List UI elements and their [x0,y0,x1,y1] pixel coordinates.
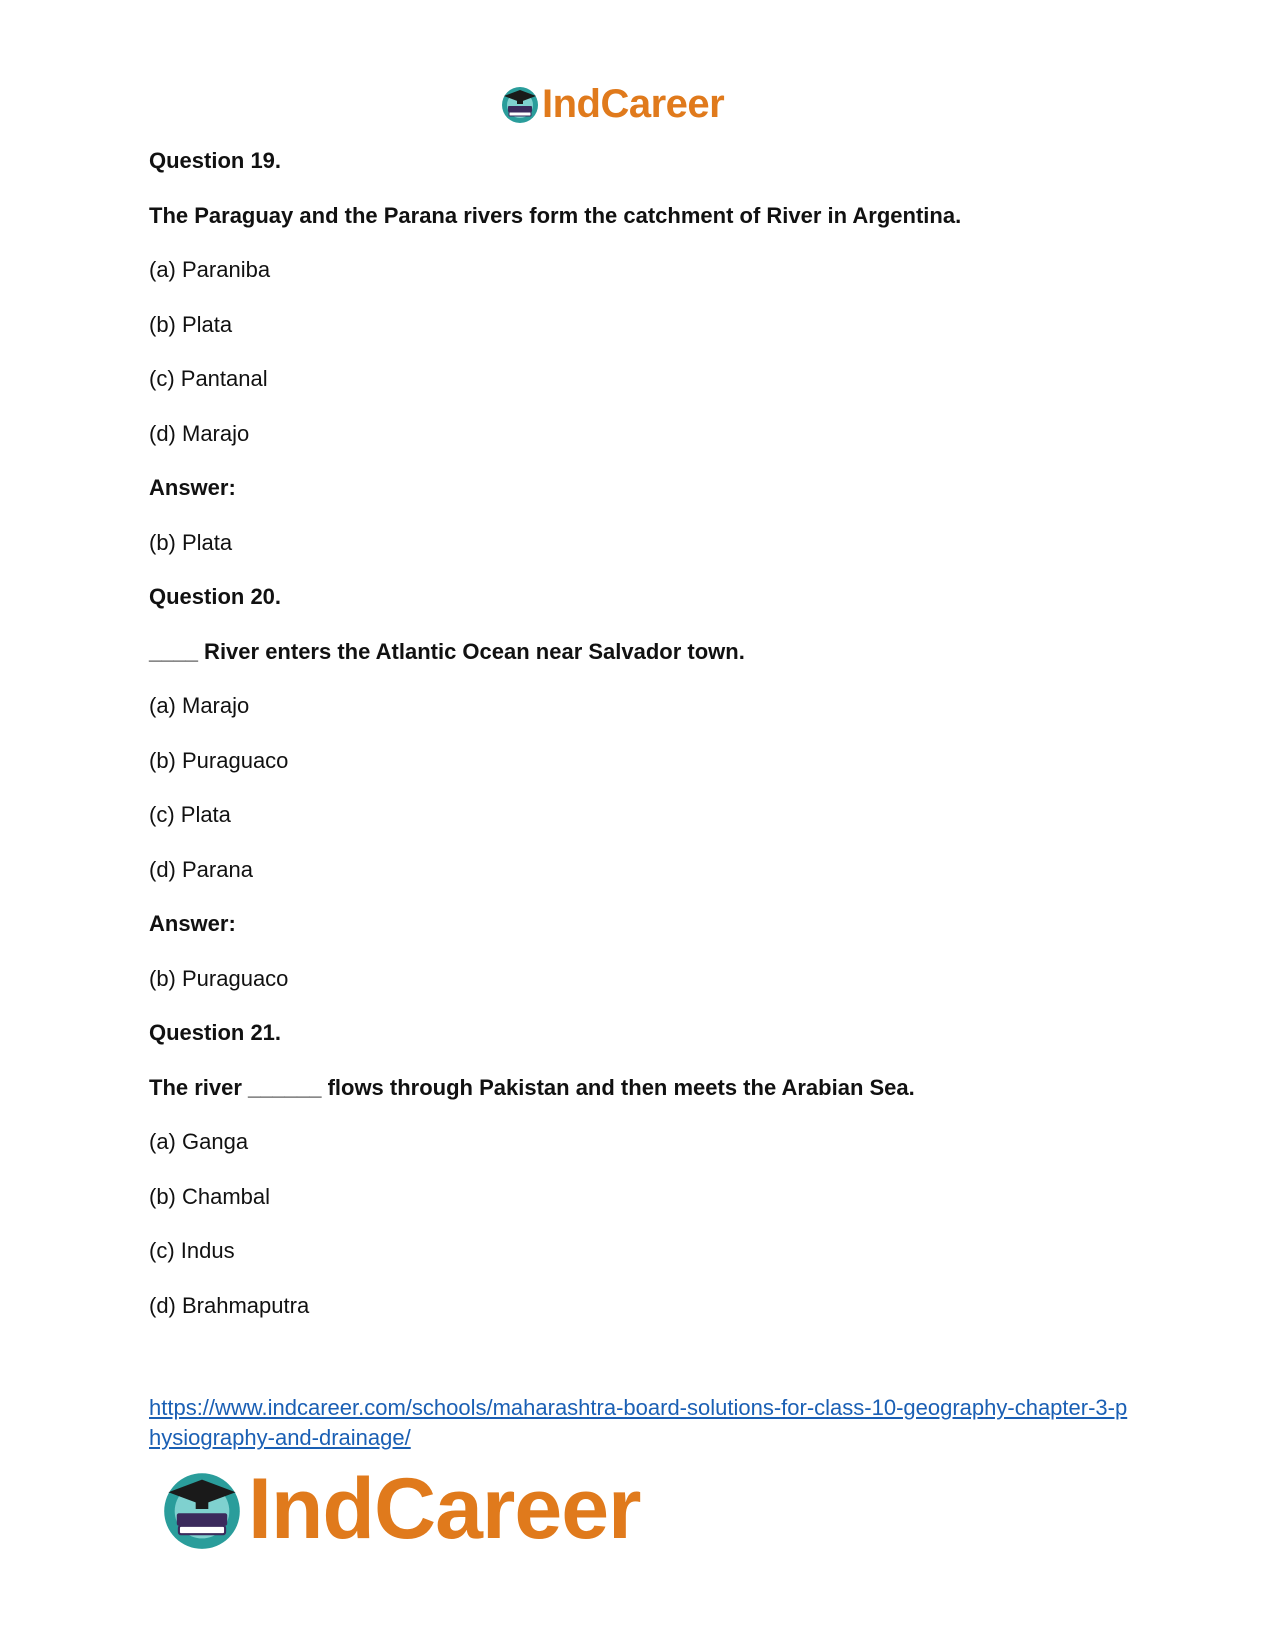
option-text-line: (b) Chambal [149,1184,271,1209]
question-text-line: Question 21. [149,1020,282,1045]
graduation-book-icon [500,84,540,124]
header-brand-text: IndCareer [542,82,725,126]
question-text-line: ____ River enters the Atlantic Ocean near Salvador town. [149,639,745,664]
option-text-line: (d) Brahmaputra [149,1293,310,1318]
header-logo [500,80,724,128]
option-text-line: (b) Puraguaco [149,748,289,773]
option-text-line: (a) Marajo [149,693,250,718]
option-text-line: (b) Puraguaco [149,966,289,991]
option-text-line: (c) Indus [149,1238,235,1263]
option-text-line: (b) Plata [149,312,233,337]
question-text-line: Answer: [149,475,236,500]
option-text-line: (c) Pantanal [149,366,268,391]
question-text-line: Question 20. [149,584,282,609]
option-text-line: (a) Ganga [149,1129,249,1154]
option-text-line: (d) Marajo [149,421,250,446]
question-text-line: Answer: [149,911,236,936]
option-text-line: (d) Parana [149,857,253,882]
option-text-line: (b) Plata [149,530,233,555]
footer-brand-text: IndCareer [248,1461,641,1557]
option-text-line: (c) Plata [149,802,231,827]
question-text-line: The river ______ flows through Pakistan and then meets the Arabian Sea. [149,1075,915,1100]
question-text-line: Question 19. [149,148,282,173]
question-text-line: The Paraguay and the Parana rivers form the catchment of River in Argentina. [149,203,962,228]
graduation-book-icon [160,1467,244,1551]
option-text-line: (a) Paraniba [149,257,271,282]
footer-logo [160,1463,641,1555]
source-url-link[interactable]: https://www.indcareer.com/schools/maharashtra-board-solutions-for-class-10-geography-chapter-3-physiography-and-drainage/ [149,1395,1128,1450]
